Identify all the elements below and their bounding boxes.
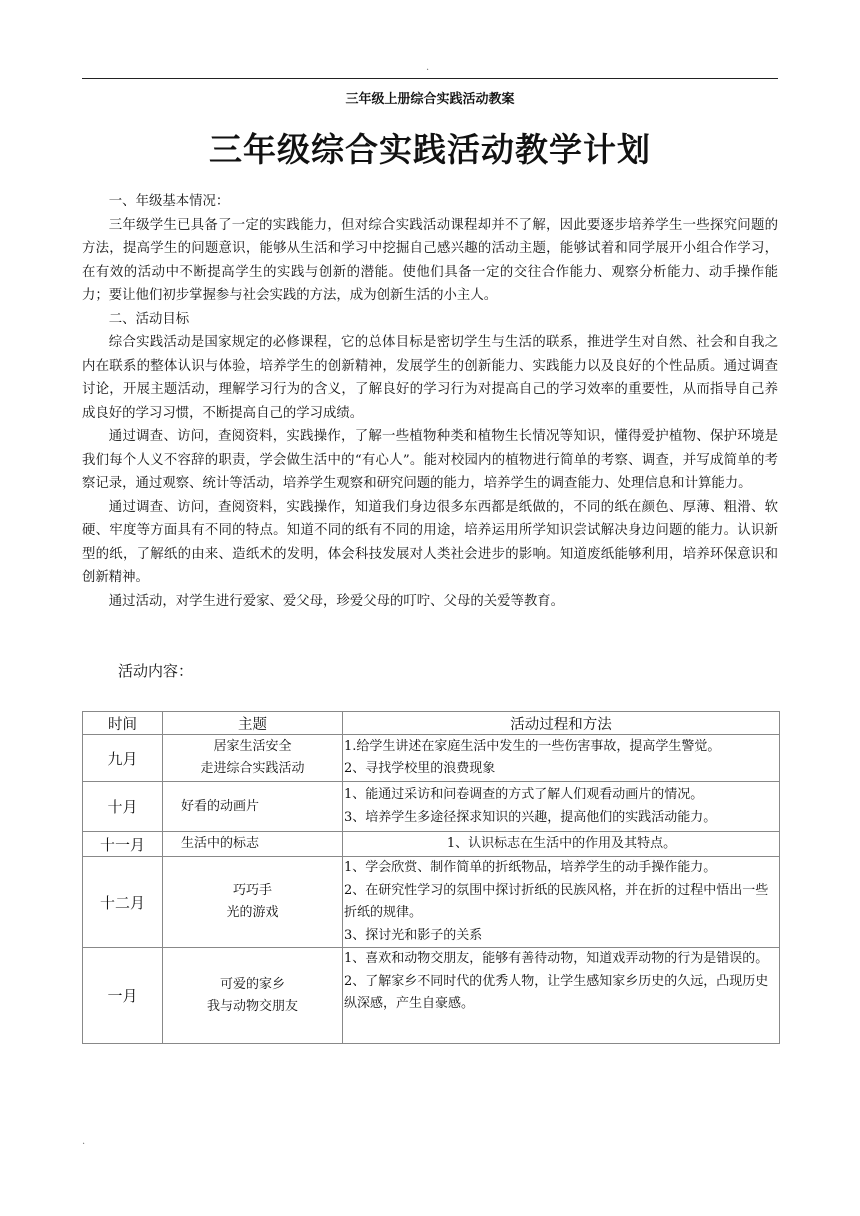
paragraph-goals-2: 通过调查、访问，查阅资料，实践操作，了解一些植物种类和植物生长情况等知识，懂得爱护植物、保护环境是我们每个人义不容辞的职责，学会做生活中的“有心人”。能对校园内的植物进行简单的考察、调查，并写成简单的考察记录，通过观察、统计等活动，培养学生观察和研究问题的能力，培养学生的调查能力、处理信息和计算能力。 (82, 429, 778, 491)
process-text: 3、探讨光和影子的关系 (344, 927, 483, 943)
theme-cell (163, 735, 343, 782)
header-time: 时间 (83, 712, 163, 735)
process-text: 1、喜欢和动物交朋友，能够有善待动物，知道戏弄动物的行为是错误的。 (344, 951, 769, 966)
body-text (82, 190, 778, 613)
activity-plan-table (82, 711, 780, 1044)
theme-text: 好看的动画片 (181, 798, 260, 814)
table-row (83, 948, 780, 1044)
paragraph-goals-3: 通过调查、访问，查阅资料，实践操作，知道我们身边很多东西都是纸做的，不同的纸在颜色、厚薄、粗滑、软硬、牢度等方面具有不同的特点。知道不同的纸有不同的用途，培养运用所学知识尝试解决身边问题的能力。认识新型的纸，了解纸的由来、造纸术的发明，体会科技发展对人类社会进步的影响。知道废纸能够利用，培养环保意识和创新精神。 (82, 499, 778, 585)
month-cell: 一月 (83, 948, 163, 1044)
theme-text: 巧巧手 (232, 883, 272, 898)
process-cell (343, 832, 780, 857)
section-heading-goals: 二、活动目标 (108, 311, 190, 327)
process-text: 1、学会欣赏、制作简单的折纸物品，培养学生的动手操作能力。 (344, 860, 717, 875)
top-dot-mark: . (426, 62, 430, 73)
theme-text: 走进综合实践活动 (200, 761, 305, 776)
table-row (83, 832, 780, 857)
header-theme: 主题 (163, 712, 343, 735)
theme-text: 生活中的标志 (181, 836, 260, 851)
table-row (83, 782, 780, 832)
process-cell (343, 857, 780, 948)
process-text: 1.给学生讲述在家庭生活中发生的一些伤害事故，提高学生警觉。 (344, 738, 721, 754)
theme-cell (163, 857, 343, 948)
theme-text: 居家生活安全 (213, 739, 292, 754)
theme-text: 我与动物交朋友 (206, 998, 298, 1014)
process-text: 2、在研究性学习的氛围中探讨折纸的民族风格，并在折的过程中悟出一些折纸的规律。 (344, 882, 769, 920)
month-cell: 十月 (83, 782, 163, 832)
theme-cell (163, 782, 343, 832)
paragraph-goals-1: 综合实践活动是国家规定的必修课程，它的总体目标是密切学生与生活的联系，推进学生对自然、社会和自我之内在联系的整体认识与体验，培养学生的创新精神，发展学生的创新能力、实践能力以及良好的个性品质。通过调查讨论，开展主题活动，理解学习行为的含义，了解良好的学习行为对提高自己的学习效率的重要性，从而指导自己养成良好的学习习惯，不断提高自己的学习成绩。 (82, 335, 778, 421)
paragraph-basic: 三年级学生已具备了一定的实践能力，但对综合实践活动课程却并不了解，因此要逐步培养学生一些探究问题的方法，提高学生的问题意识，能够从生活和学习中挖掘自己感兴趣的活动主题，能够试着和同学展开小组合作学习，在有效的活动中不断提高学生的实践与创新的潜能。使他们具备一定的交往合作能力、观察分析能力、动手操作能力；要让他们初步掌握参与社会实践的方法，成为创新生活的小主人。 (82, 217, 778, 303)
table-header-row (83, 712, 780, 735)
table-row (83, 735, 780, 782)
process-text: 2、寻找学校里的浪费现象 (344, 761, 496, 776)
theme-cell (163, 948, 343, 1044)
month-cell: 九月 (83, 735, 163, 782)
month-cell: 十二月 (83, 857, 163, 948)
theme-cell (163, 832, 343, 857)
section-heading-basic: 一、年级基本情况： (108, 194, 230, 209)
process-text: 3、培养学生多途径探求知识的兴趣，提高他们的实践活动能力。 (344, 809, 717, 825)
process-cell (343, 948, 780, 1044)
bottom-dot-mark: . (82, 1136, 86, 1147)
process-text: 2、了解家乡不同时代的优秀人物，让学生感知家乡历史的久远，凸现历史纵深感，产生自豪感。 (344, 973, 769, 1011)
paragraph-goals-4: 通过活动，对学生进行爱家、爱父母，珍爱父母的叮咛、父母的关爱等教育。 (108, 593, 565, 609)
activity-content-label: 活动内容： (118, 662, 194, 680)
theme-text: 可爱的家乡 (219, 976, 285, 992)
process-cell (343, 735, 780, 782)
month-cell: 十一月 (83, 832, 163, 857)
process-cell (343, 782, 780, 832)
header-rule (82, 78, 778, 79)
running-header: 三年级上册综合实践活动教案 (345, 92, 515, 107)
theme-text: 光的游戏 (226, 905, 279, 920)
page-title: 三年级综合实践活动教学计划 (209, 130, 651, 169)
table-row (83, 857, 780, 948)
process-text: 1、认识标志在生活中的作用及其特点。 (446, 835, 677, 851)
header-process: 活动过程和方法 (343, 712, 780, 735)
process-text: 1、能通过采访和问卷调查的方式了解人们观看动画片的情况。 (344, 787, 704, 802)
